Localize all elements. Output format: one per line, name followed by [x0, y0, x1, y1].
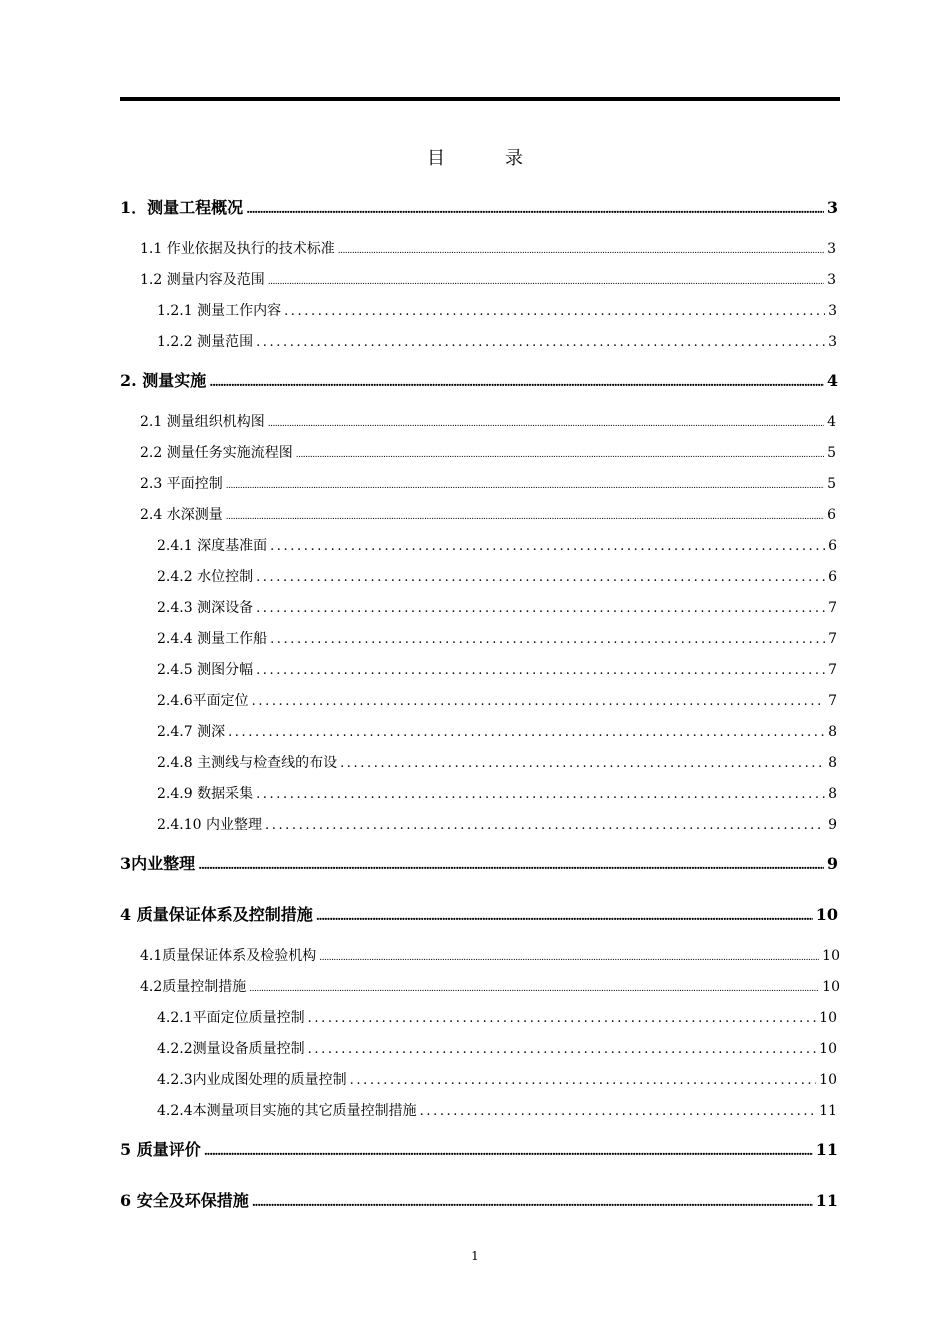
- toc-entry-label: 2.4.2 水位控制: [157, 569, 254, 585]
- toc-entry-label: 2.4 水深测量: [140, 507, 223, 523]
- toc-leader: [270, 538, 825, 554]
- toc-entry-2-1[interactable]: [140, 411, 836, 433]
- toc-entry-page: 10: [822, 979, 840, 995]
- toc-title: [0, 144, 950, 170]
- page-number: 1: [471, 1249, 479, 1263]
- toc-entry-2-4-6[interactable]: [157, 690, 837, 712]
- toc-entry-1-2-1[interactable]: [157, 300, 837, 322]
- toc-leader: [340, 755, 825, 771]
- toc-entry-4-2[interactable]: [140, 976, 840, 998]
- toc-leader: [270, 631, 825, 647]
- toc-leader: [268, 272, 824, 288]
- toc-leader: [256, 786, 825, 802]
- toc-entry-page: 9: [828, 817, 837, 833]
- toc-entry-page: 8: [828, 724, 837, 740]
- toc-entry-page: 7: [828, 631, 837, 647]
- toc-entry-2-3[interactable]: [140, 473, 836, 495]
- toc-entry-page: 10: [822, 948, 840, 964]
- toc-entry-label: 4.2质量控制措施: [140, 979, 247, 995]
- toc-entry-2-4-2[interactable]: [157, 566, 837, 588]
- toc-entry-label: 1.2.2 测量范围: [157, 334, 254, 350]
- toc-leader: [350, 1072, 817, 1088]
- toc-entry-label: 4.2.3内业成图处理的质量控制: [157, 1072, 347, 1088]
- toc-entry-2-4[interactable]: [140, 504, 836, 526]
- toc-entry-page: 3: [828, 303, 837, 319]
- toc-entry-page: 3: [828, 334, 837, 350]
- toc-entry-4[interactable]: [120, 902, 838, 926]
- toc-leader: [296, 445, 824, 461]
- toc-entry-label: 2.4.10 内业整理: [157, 817, 262, 833]
- toc-entry-label: 4 质量保证体系及控制措施: [120, 905, 313, 924]
- toc-leader: [256, 569, 825, 585]
- toc-leader: [226, 476, 824, 492]
- toc-leader: [319, 948, 819, 964]
- toc-title-right: 录: [505, 148, 523, 169]
- toc-entry-page: 3: [827, 272, 836, 288]
- toc-entry-label: 2.3 平面控制: [140, 476, 223, 492]
- toc-leader: [256, 600, 825, 616]
- toc-leader: [256, 662, 825, 678]
- toc-title-left: 目: [427, 148, 445, 169]
- toc-leader: [420, 1103, 817, 1119]
- toc-entry-2-4-4[interactable]: [157, 628, 837, 650]
- toc-entry-label: 4.2.2测量设备质量控制: [157, 1041, 305, 1057]
- toc-entry-page: 8: [828, 786, 837, 802]
- toc-entry-page: 10: [819, 1010, 837, 1026]
- toc-entry-2-4-3[interactable]: [157, 597, 837, 619]
- toc-entry-label: 2.4.3 测深设备: [157, 600, 254, 616]
- toc-entry-2-4-7[interactable]: [157, 721, 837, 743]
- toc-leader: [209, 371, 824, 390]
- toc-entry-2-4-9[interactable]: [157, 783, 837, 805]
- toc-entry-label: 1.1 作业依据及执行的技术标准: [140, 241, 335, 257]
- toc-entry-4-2-3[interactable]: [157, 1069, 837, 1091]
- toc-entry-label: 2. 测量实施: [120, 371, 207, 390]
- toc-entry-1-2[interactable]: [140, 269, 836, 291]
- toc-entry-label: 1.2.1 测量工作内容: [157, 303, 282, 319]
- toc-entry-2-4-10[interactable]: [157, 814, 837, 836]
- toc-entry-page: 3: [826, 198, 838, 217]
- toc-entry-label: 2.4.6平面定位: [157, 693, 249, 709]
- toc-leader: [228, 724, 825, 740]
- toc-entry-label: 2.4.8 主测线与检查线的布设: [157, 755, 338, 771]
- toc-entry-page: 7: [828, 693, 837, 709]
- toc-entry-4-2-4[interactable]: [157, 1100, 837, 1122]
- toc-entry-page: 6: [828, 538, 837, 554]
- toc-leader: [249, 979, 819, 995]
- toc-leader: [284, 303, 825, 319]
- toc-entry-page: 7: [828, 600, 837, 616]
- toc-entry-page: 11: [819, 1103, 837, 1119]
- toc-leader: [338, 241, 824, 257]
- toc-entry-2-4-8[interactable]: [157, 752, 837, 774]
- toc-entry-1-2-2[interactable]: [157, 331, 837, 353]
- toc-entry-page: 10: [819, 1041, 837, 1057]
- toc-entry-label: 2.4.1 深度基准面: [157, 538, 268, 554]
- toc-entry-label: 4.1质量保证体系及检验机构: [140, 948, 317, 964]
- toc-entry-6[interactable]: [120, 1188, 838, 1212]
- toc-entry-3[interactable]: [120, 851, 838, 875]
- toc-leader: [265, 817, 825, 833]
- toc-entry-2-4-1[interactable]: [157, 535, 837, 557]
- toc-leader: [198, 854, 824, 873]
- toc-entry-1-1[interactable]: [140, 238, 836, 260]
- toc-leader: [308, 1010, 817, 1026]
- toc-entry-page: 8: [828, 755, 837, 771]
- toc-entry-5[interactable]: [120, 1137, 838, 1161]
- toc-entry-page: 5: [827, 476, 836, 492]
- toc-entry-label: 4.2.1平面定位质量控制: [157, 1010, 305, 1026]
- toc-entry-page: 4: [827, 414, 836, 430]
- toc-entry-label: 3内业整理: [120, 854, 196, 873]
- toc-entry-page: 5: [827, 445, 836, 461]
- toc-leader: [246, 198, 824, 217]
- toc-entry-label: 2.1 测量组织机构图: [140, 414, 265, 430]
- toc-leader: [252, 1191, 813, 1210]
- toc-leader: [204, 1140, 813, 1159]
- toc-entry-4-2-1[interactable]: [157, 1007, 837, 1029]
- toc-entry-1[interactable]: [120, 195, 838, 219]
- toc-entry-page: 7: [828, 662, 837, 678]
- toc-leader: [226, 507, 824, 523]
- toc-leader: [256, 334, 825, 350]
- toc-entry-page: 11: [815, 1140, 838, 1159]
- toc-entry-page: 6: [827, 507, 836, 523]
- toc-entry-page: 4: [826, 371, 838, 390]
- toc-entry-label: 2.4.9 数据采集: [157, 786, 254, 802]
- toc-entry-label: 2.2 测量任务实施流程图: [140, 445, 293, 461]
- toc-leader: [252, 693, 825, 709]
- toc-entry-label: 2.4.5 测图分幅: [157, 662, 254, 678]
- toc-entry-page: 10: [815, 905, 838, 924]
- toc-entry-2[interactable]: [120, 368, 838, 392]
- toc-entry-page: 3: [827, 241, 836, 257]
- toc-entry-label: 1．测量工程概况: [120, 198, 244, 217]
- toc-entry-label: 5 质量评价: [120, 1140, 201, 1159]
- toc-entry-2-2[interactable]: [140, 442, 836, 464]
- header-rule: [120, 97, 840, 101]
- toc-entry-label: 4.2.4本测量项目实施的其它质量控制措施: [157, 1103, 417, 1119]
- toc-leader: [268, 414, 824, 430]
- toc-entry-4-1[interactable]: [140, 945, 840, 967]
- toc-leader: [316, 905, 813, 924]
- toc-entry-4-2-2[interactable]: [157, 1038, 837, 1060]
- toc-entry-page: 9: [826, 854, 838, 873]
- toc-entry-page: 6: [828, 569, 837, 585]
- toc-entry-label: 2.4.7 测深: [157, 724, 226, 740]
- toc-entry-label: 1.2 测量内容及范围: [140, 272, 265, 288]
- toc-entry-label: 2.4.4 测量工作船: [157, 631, 268, 647]
- toc-entry-label: 6 安全及环保措施: [120, 1191, 249, 1210]
- toc-leader: [308, 1041, 817, 1057]
- toc-entry-page: 10: [819, 1072, 837, 1088]
- toc-entry-page: 11: [815, 1191, 838, 1210]
- toc-entry-2-4-5[interactable]: [157, 659, 837, 681]
